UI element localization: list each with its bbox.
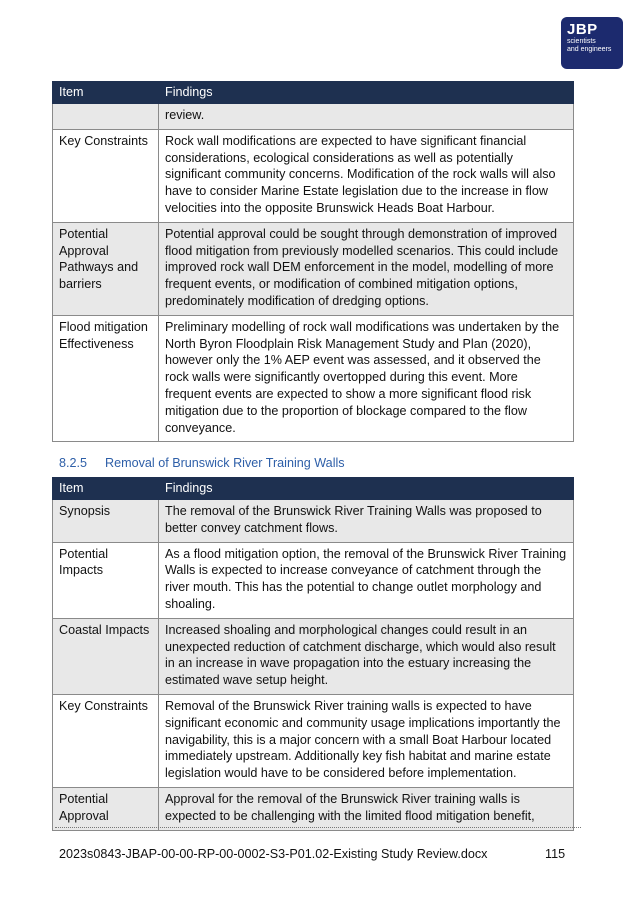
- findings-table-2: [52, 477, 574, 831]
- row-findings: Potential approval could be sought through demonstration of improved flood mitigation from previously modelled scenarios. This could include improved rock wall DEM enforcement in the model, modelling of more frequent events, or modification of combined mitigation options, predominately modification of dredging options.: [159, 222, 574, 315]
- jbp-logo: [561, 17, 623, 69]
- logo-brand: JBP: [567, 21, 598, 38]
- row-item: Key Constraints: [53, 129, 159, 222]
- logo-tagline-1: scientists: [567, 38, 596, 45]
- table-row: [53, 787, 574, 830]
- footer-page-number: 115: [545, 847, 566, 861]
- row-findings: As a flood mitigation option, the removal of the Brunswick River Training Walls is expected to increase conveyance of catchment through the river mouth. This has the potential to change outlet morphology and shoaling.: [159, 542, 574, 618]
- table-row: [53, 104, 574, 130]
- findings-table-1: [52, 81, 574, 442]
- section-title: Removal of Brunswick River Training Walls: [105, 456, 345, 470]
- row-findings: Increased shoaling and morphological changes could result in an unexpected reduction of catchment discharge, which would also result in an increase in wave propagation into the estuary increasing the estimated wave setup height.: [159, 618, 574, 694]
- row-item: Potential Impacts: [53, 542, 159, 618]
- header-item: Item: [53, 82, 159, 104]
- row-findings: Rock wall modifications are expected to have significant financial considerations, ecological considerations as well as potentially significant community concerns. Modification of the rock walls will also have to consider Marine Estate legislation due to the increase in flow velocities into the opposite Brunswick Heads Boat Harbour.: [159, 129, 574, 222]
- table-row: [53, 694, 574, 787]
- row-findings: Approval for the removal of the Brunswick River training walls is expected to be challenging with the limited flood mitigation benefit,: [159, 787, 574, 830]
- section-heading: [59, 456, 345, 470]
- table-header-row: [53, 478, 574, 500]
- row-item: [53, 104, 159, 130]
- table-row: [53, 500, 574, 543]
- table-row: [53, 129, 574, 222]
- section-number: 8.2.5: [59, 456, 88, 470]
- row-item: Coastal Impacts: [53, 618, 159, 694]
- table-header-row: [53, 82, 574, 104]
- row-item: Potential Approval: [53, 787, 159, 830]
- footer-divider: [55, 827, 581, 828]
- row-item: Potential Approval Pathways and barriers: [53, 222, 159, 315]
- row-findings: The removal of the Brunswick River Training Walls was proposed to better convey catchment flows.: [159, 500, 574, 543]
- row-item: Synopsis: [53, 500, 159, 543]
- row-findings: Preliminary modelling of rock wall modifications was undertaken by the North Byron Floodplain Risk Management Study and Plan (2020), however only the 1% AEP event was assessed, and it observed the rock walls were significantly overtopped during this event. More frequent events are expected to show a more significant flood risk mitigation due to the proportion of blockage compared to the flow conveyance.: [159, 315, 574, 442]
- logo-tagline-2: and engineers: [567, 46, 612, 53]
- table-row: [53, 618, 574, 694]
- row-findings: review.: [159, 104, 574, 130]
- table-row: [53, 542, 574, 618]
- row-item: Flood mitigation Effectiveness: [53, 315, 159, 442]
- footer-document-name: 2023s0843-JBAP-00-00-RP-00-0002-S3-P01.02-Existing Study Review.docx: [59, 847, 488, 861]
- table-row: [53, 222, 574, 315]
- row-item: Key Constraints: [53, 694, 159, 787]
- table-row: [53, 315, 574, 442]
- header-findings: Findings: [159, 82, 574, 104]
- row-findings: Removal of the Brunswick River training walls is expected to have significant economic and community usage implications importantly the navigability, this is a major concern with a small Boat Harbour located immediately upstream. Additionally key fish habitat and marine estate legislation would have to be considered before implementation.: [159, 694, 574, 787]
- header-item: Item: [53, 478, 159, 500]
- header-findings: Findings: [159, 478, 574, 500]
